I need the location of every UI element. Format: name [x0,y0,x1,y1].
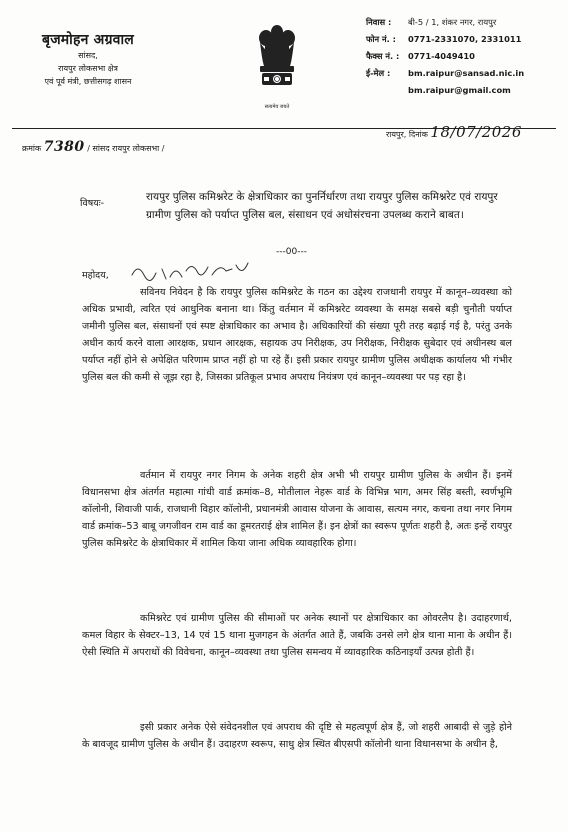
contact-row-phone [366,31,566,48]
body-paragraph-3: कमिश्नरेट एवं ग्रामीण पुलिस की सीमाओं पर अनेक स्थानों पर क्षेत्राधिकार का ओवरलैप है। उदाहरणार्थ, कमल विहार के सेक्टर–13, 14 एवं 15 थाना मुजगहन के अंतर्गत आते हैं, जबकि उनसे लगे क्षेत्र थाना माना के अधीन हैं। ऐसी स्थिति में अपराधों की विवेचना, कानून–व्यवस्था तथा पुलिस समन्वय में व्यावहारिक कठिनाइयाँ उत्पन्न होती हैं। [82,613,512,658]
phone-value: 0771-2331070, 2331011 [408,34,522,44]
body-paragraph-1: सविनय निवेदन है कि रायपुर पुलिस कमिश्नरेट के गठन का उद्देश्य राजधानी रायपुर में कानून–व्यवस्था को अधिक प्रभावी, त्वरित एवं आधुनिक बनाना था। किंतु वर्तमान में कमिश्नरेट व्यवस्था के समक्ष सबसे बड़ी चुनौती पर्याप्त जमीनी पुलिस बल, संसाधनों एवं स्पष्ट क्षेत्राधिकार का अभाव है। अधिकारियों की संख्या पूरी तरह बढ़ाई गई है, परंतु उनके अधीन कार्य करने वाला आरक्षक, प्रधान आरक्षक, सहायक उप निरीक्षक, उप निरीक्षक, निरीक्षक सुबेदार एवं अधीनस्थ बल पर्याप्त नहीं होने से अपेक्षित परिणाम प्राप्त नहीं हो पा रहे हैं। इसी प्रकार रायपुर ग्रामीण पुलिस अधीक्षक कार्यालय भी गंभीर पुलिस बल की कमी से जूझ रहा है, जिसका प्रतिकूल प्रभाव अपराध नियंत्रण एवं कानून–व्यवस्था पर पड़ रहा है। [82,287,512,383]
contact-row-fax [366,48,566,65]
fax-label: फैक्स नं. : [366,51,400,61]
sender-block [18,30,158,88]
subject-label: विषयः- [80,198,105,209]
sender-constituency: रायपुर लोकसभा क्षेत्र [58,64,118,73]
date-label: रायपुर, दिनांक [386,130,428,139]
national-emblem [252,20,302,110]
email-label: ई-मेल : [366,68,391,78]
contact-row-email-2 [366,82,566,99]
reference-handwritten-number: 7380 [43,139,85,155]
address-label: निवास : [366,17,392,27]
sender-name: बृजमोहन अग्रवाल [42,32,134,48]
emblem-motto: सत्यमेव जयते [264,104,290,110]
contact-row-address [366,14,566,31]
address-value: बी-5 / 1, शंकर नगर, रायपुर [408,17,497,27]
date-handwritten-value: 18/07/2026 [430,123,522,141]
phone-label: फोन नं. : [366,34,397,44]
contact-block [366,14,566,99]
sender-role: सांसद, [78,51,98,60]
subject-separator: ---00--- [276,247,307,257]
handwritten-annotation-icon [128,257,258,287]
email-primary[interactable]: bm.raipur@sansad.nic.in [408,68,525,78]
body-paragraph-2: वर्तमान में रायपुर नगर निगम के अनेक शहरी क्षेत्र अभी भी रायपुर ग्रामीण पुलिस के अधीन हैं। इनमें विधानसभा क्षेत्र अंतर्गत महात्मा गांधी वार्ड क्रमांक–8, मोतीलाल नेहरू वार्ड के विभिन्न भाग, अमर सिंह बस्ती, स्वर्णभूमि कॉलोनी, शिवाजी पार्क, राजधानी विहार कॉलोनी, प्रधानमंत्री आवास योजना के आवास, सत्यम नगर, कचना तथा नगर निगम वार्ड क्रमांक–53 बाबू जगजीवन राम वार्ड का डूमरतराई क्षेत्र शामिल हैं। इन क्षेत्रों का स्वरूप पूर्णतः शहरी है, अतः इन्हें रायपुर पुलिस कमिश्नरेट के क्षेत्राधिकार में शामिल किया जाना अधिक व्यावहारिक होगा। [82,470,512,549]
subject-text: रायपुर पुलिस कमिश्नरेट के क्षेत्राधिकार का पुनर्निर्धारण तथा रायपुर पुलिस कमिश्नरेट एवं रायपुर ग्रामीण पुलिस को पर्याप्त पुलिस बल, संसाधन एवं अधोसंरचना उपलब्ध कराने बाबत। [146,191,498,221]
fax-value: 0771-4049410 [408,51,475,61]
reference-suffix: / सांसद रायपुर लोकसभा / [87,144,165,153]
contact-row-email [366,65,566,82]
letter-date [386,123,522,141]
reference-prefix: क्रमांक [22,144,42,153]
email-secondary[interactable]: bm.raipur@gmail.com [408,85,511,95]
salutation: महोदय, [82,270,109,281]
reference-number [22,139,164,155]
body-paragraph-4: इसी प्रकार अनेक ऐसे संवेदनशील एवं अपराध की दृष्टि से महत्वपूर्ण क्षेत्र हैं, जो शहरी आबादी से जुड़े होने के बावजूद ग्रामीण पुलिस के अधीन हैं। उदाहरण स्वरूप, साधु क्षेत्र स्थित बीएसपी कॉलोनी थाना विधानसभा के अधीन है, [82,722,512,750]
sender-former-post: एवं पूर्व मंत्री, छत्तीसगढ़ शासन [44,77,132,86]
ashoka-emblem-icon [252,20,302,102]
